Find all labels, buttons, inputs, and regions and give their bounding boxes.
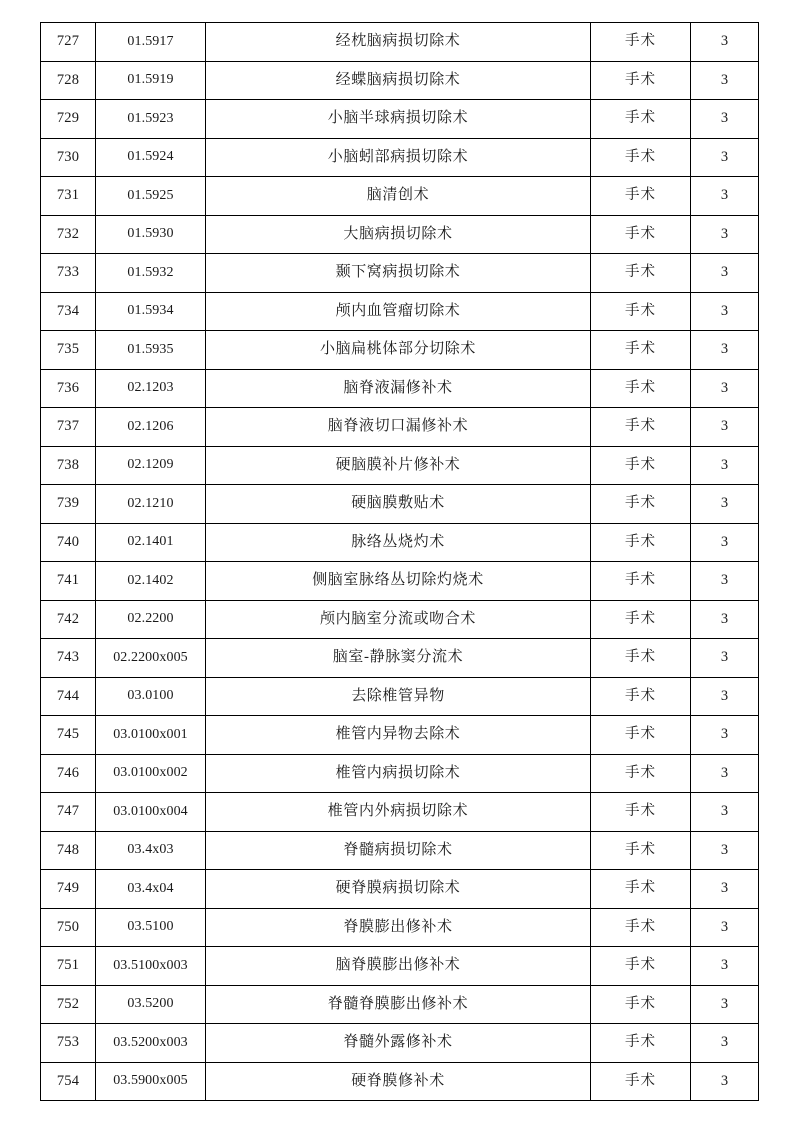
table-row bbox=[41, 292, 759, 331]
table-row bbox=[41, 639, 759, 678]
table-row bbox=[41, 754, 759, 793]
table-row bbox=[41, 254, 759, 293]
cell-procedure-name: 经枕脑病损切除术 bbox=[206, 23, 591, 62]
table-row bbox=[41, 793, 759, 832]
cell-procedure-level: 3 bbox=[691, 254, 759, 293]
cell-procedure-code: 01.5924 bbox=[96, 138, 206, 177]
cell-procedure-level: 3 bbox=[691, 138, 759, 177]
cell-procedure-code: 03.0100x002 bbox=[96, 754, 206, 793]
cell-procedure-level: 3 bbox=[691, 177, 759, 216]
procedure-catalog-table bbox=[40, 22, 759, 1101]
cell-sequence-number: 752 bbox=[41, 985, 96, 1024]
cell-sequence-number: 728 bbox=[41, 61, 96, 100]
table-row bbox=[41, 523, 759, 562]
cell-procedure-name: 椎管内病损切除术 bbox=[206, 754, 591, 793]
cell-procedure-level: 3 bbox=[691, 677, 759, 716]
cell-procedure-level: 3 bbox=[691, 870, 759, 909]
cell-procedure-type: 手术 bbox=[591, 138, 691, 177]
cell-sequence-number: 748 bbox=[41, 831, 96, 870]
cell-procedure-code: 01.5919 bbox=[96, 61, 206, 100]
cell-sequence-number: 753 bbox=[41, 1024, 96, 1063]
table-row bbox=[41, 831, 759, 870]
cell-procedure-name: 脑脊膜膨出修补术 bbox=[206, 947, 591, 986]
cell-procedure-level: 3 bbox=[691, 446, 759, 485]
cell-procedure-code: 01.5934 bbox=[96, 292, 206, 331]
cell-procedure-code: 03.0100x001 bbox=[96, 716, 206, 755]
cell-procedure-level: 3 bbox=[691, 61, 759, 100]
cell-procedure-name: 颅内血管瘤切除术 bbox=[206, 292, 591, 331]
cell-sequence-number: 729 bbox=[41, 100, 96, 139]
cell-procedure-type: 手术 bbox=[591, 254, 691, 293]
cell-procedure-name: 硬脑膜补片修补术 bbox=[206, 446, 591, 485]
cell-procedure-name: 脑脊液切口漏修补术 bbox=[206, 408, 591, 447]
cell-sequence-number: 749 bbox=[41, 870, 96, 909]
cell-procedure-name: 硬脑膜敷贴术 bbox=[206, 485, 591, 524]
table-row bbox=[41, 408, 759, 447]
cell-procedure-level: 3 bbox=[691, 1062, 759, 1101]
table-row bbox=[41, 177, 759, 216]
cell-procedure-type: 手术 bbox=[591, 947, 691, 986]
cell-procedure-level: 3 bbox=[691, 600, 759, 639]
cell-procedure-name: 去除椎管异物 bbox=[206, 677, 591, 716]
cell-procedure-name: 脊髓病损切除术 bbox=[206, 831, 591, 870]
cell-procedure-type: 手术 bbox=[591, 908, 691, 947]
cell-procedure-level: 3 bbox=[691, 485, 759, 524]
cell-procedure-code: 01.5923 bbox=[96, 100, 206, 139]
cell-sequence-number: 732 bbox=[41, 215, 96, 254]
cell-procedure-type: 手术 bbox=[591, 331, 691, 370]
table-row bbox=[41, 562, 759, 601]
cell-sequence-number: 735 bbox=[41, 331, 96, 370]
cell-sequence-number: 738 bbox=[41, 446, 96, 485]
cell-procedure-name: 椎管内外病损切除术 bbox=[206, 793, 591, 832]
cell-sequence-number: 747 bbox=[41, 793, 96, 832]
cell-procedure-type: 手术 bbox=[591, 408, 691, 447]
cell-procedure-level: 3 bbox=[691, 985, 759, 1024]
table-row bbox=[41, 331, 759, 370]
cell-procedure-code: 02.1210 bbox=[96, 485, 206, 524]
cell-procedure-name: 颞下窝病损切除术 bbox=[206, 254, 591, 293]
cell-procedure-level: 3 bbox=[691, 100, 759, 139]
cell-sequence-number: 736 bbox=[41, 369, 96, 408]
cell-procedure-type: 手术 bbox=[591, 100, 691, 139]
cell-procedure-type: 手术 bbox=[591, 369, 691, 408]
table-row bbox=[41, 485, 759, 524]
cell-procedure-code: 02.1401 bbox=[96, 523, 206, 562]
cell-procedure-code: 01.5935 bbox=[96, 331, 206, 370]
cell-procedure-type: 手术 bbox=[591, 1062, 691, 1101]
table-row bbox=[41, 100, 759, 139]
cell-procedure-level: 3 bbox=[691, 562, 759, 601]
cell-sequence-number: 745 bbox=[41, 716, 96, 755]
table-row bbox=[41, 1062, 759, 1101]
cell-procedure-type: 手术 bbox=[591, 215, 691, 254]
cell-procedure-level: 3 bbox=[691, 215, 759, 254]
cell-sequence-number: 754 bbox=[41, 1062, 96, 1101]
table-row bbox=[41, 1024, 759, 1063]
cell-sequence-number: 737 bbox=[41, 408, 96, 447]
cell-sequence-number: 750 bbox=[41, 908, 96, 947]
cell-sequence-number: 743 bbox=[41, 639, 96, 678]
cell-procedure-code: 02.1203 bbox=[96, 369, 206, 408]
cell-procedure-type: 手术 bbox=[591, 23, 691, 62]
cell-procedure-type: 手术 bbox=[591, 446, 691, 485]
table-row bbox=[41, 61, 759, 100]
cell-sequence-number: 734 bbox=[41, 292, 96, 331]
cell-procedure-type: 手术 bbox=[591, 716, 691, 755]
cell-procedure-code: 01.5925 bbox=[96, 177, 206, 216]
cell-procedure-code: 03.5100 bbox=[96, 908, 206, 947]
cell-procedure-type: 手术 bbox=[591, 523, 691, 562]
cell-procedure-name: 椎管内异物去除术 bbox=[206, 716, 591, 755]
cell-procedure-name: 经蝶脑病损切除术 bbox=[206, 61, 591, 100]
cell-procedure-type: 手术 bbox=[591, 793, 691, 832]
cell-procedure-type: 手术 bbox=[591, 870, 691, 909]
cell-procedure-level: 3 bbox=[691, 369, 759, 408]
cell-sequence-number: 742 bbox=[41, 600, 96, 639]
cell-procedure-name: 小脑半球病损切除术 bbox=[206, 100, 591, 139]
cell-procedure-code: 02.1402 bbox=[96, 562, 206, 601]
table-row bbox=[41, 870, 759, 909]
cell-procedure-type: 手术 bbox=[591, 831, 691, 870]
cell-sequence-number: 744 bbox=[41, 677, 96, 716]
cell-procedure-code: 02.2200 bbox=[96, 600, 206, 639]
cell-sequence-number: 741 bbox=[41, 562, 96, 601]
cell-procedure-level: 3 bbox=[691, 947, 759, 986]
cell-procedure-code: 03.0100x004 bbox=[96, 793, 206, 832]
cell-procedure-code: 03.5900x005 bbox=[96, 1062, 206, 1101]
cell-procedure-code: 01.5917 bbox=[96, 23, 206, 62]
table-row bbox=[41, 215, 759, 254]
cell-procedure-code: 03.0100 bbox=[96, 677, 206, 716]
cell-sequence-number: 731 bbox=[41, 177, 96, 216]
cell-procedure-type: 手术 bbox=[591, 292, 691, 331]
cell-procedure-name: 脑脊液漏修补术 bbox=[206, 369, 591, 408]
cell-procedure-name: 脑室-静脉窦分流术 bbox=[206, 639, 591, 678]
table-row bbox=[41, 369, 759, 408]
cell-procedure-type: 手术 bbox=[591, 639, 691, 678]
cell-procedure-code: 03.5200x003 bbox=[96, 1024, 206, 1063]
table-body bbox=[41, 23, 759, 1101]
cell-procedure-type: 手术 bbox=[591, 985, 691, 1024]
table-row bbox=[41, 716, 759, 755]
cell-sequence-number: 751 bbox=[41, 947, 96, 986]
cell-procedure-level: 3 bbox=[691, 639, 759, 678]
cell-procedure-code: 01.5930 bbox=[96, 215, 206, 254]
cell-procedure-name: 脉络丛烧灼术 bbox=[206, 523, 591, 562]
cell-procedure-type: 手术 bbox=[591, 754, 691, 793]
cell-procedure-code: 02.1206 bbox=[96, 408, 206, 447]
table-row bbox=[41, 138, 759, 177]
cell-sequence-number: 746 bbox=[41, 754, 96, 793]
cell-procedure-name: 小脑蚓部病损切除术 bbox=[206, 138, 591, 177]
cell-procedure-name: 颅内脑室分流或吻合术 bbox=[206, 600, 591, 639]
cell-procedure-code: 03.4x04 bbox=[96, 870, 206, 909]
cell-procedure-level: 3 bbox=[691, 408, 759, 447]
cell-procedure-name: 脊膜膨出修补术 bbox=[206, 908, 591, 947]
cell-procedure-level: 3 bbox=[691, 754, 759, 793]
cell-procedure-name: 侧脑室脉络丛切除灼烧术 bbox=[206, 562, 591, 601]
cell-procedure-code: 02.2200x005 bbox=[96, 639, 206, 678]
cell-sequence-number: 739 bbox=[41, 485, 96, 524]
cell-procedure-type: 手术 bbox=[591, 177, 691, 216]
table-row bbox=[41, 947, 759, 986]
table-row bbox=[41, 908, 759, 947]
cell-procedure-code: 03.5200 bbox=[96, 985, 206, 1024]
cell-procedure-code: 03.4x03 bbox=[96, 831, 206, 870]
cell-sequence-number: 727 bbox=[41, 23, 96, 62]
cell-procedure-name: 脊髓脊膜膨出修补术 bbox=[206, 985, 591, 1024]
cell-procedure-name: 硬脊膜修补术 bbox=[206, 1062, 591, 1101]
cell-procedure-level: 3 bbox=[691, 23, 759, 62]
cell-procedure-code: 02.1209 bbox=[96, 446, 206, 485]
table-row bbox=[41, 23, 759, 62]
cell-procedure-code: 03.5100x003 bbox=[96, 947, 206, 986]
cell-procedure-name: 脊髓外露修补术 bbox=[206, 1024, 591, 1063]
cell-procedure-level: 3 bbox=[691, 1024, 759, 1063]
cell-sequence-number: 730 bbox=[41, 138, 96, 177]
cell-procedure-name: 脑清创术 bbox=[206, 177, 591, 216]
cell-procedure-level: 3 bbox=[691, 523, 759, 562]
cell-procedure-type: 手术 bbox=[591, 600, 691, 639]
cell-procedure-level: 3 bbox=[691, 908, 759, 947]
table-row bbox=[41, 985, 759, 1024]
cell-procedure-type: 手术 bbox=[591, 61, 691, 100]
cell-procedure-name: 大脑病损切除术 bbox=[206, 215, 591, 254]
cell-procedure-level: 3 bbox=[691, 292, 759, 331]
cell-sequence-number: 733 bbox=[41, 254, 96, 293]
cell-procedure-level: 3 bbox=[691, 716, 759, 755]
table-row bbox=[41, 677, 759, 716]
cell-procedure-name: 小脑扁桃体部分切除术 bbox=[206, 331, 591, 370]
cell-procedure-level: 3 bbox=[691, 831, 759, 870]
cell-procedure-type: 手术 bbox=[591, 677, 691, 716]
cell-procedure-name: 硬脊膜病损切除术 bbox=[206, 870, 591, 909]
cell-procedure-level: 3 bbox=[691, 793, 759, 832]
cell-procedure-type: 手术 bbox=[591, 485, 691, 524]
cell-procedure-code: 01.5932 bbox=[96, 254, 206, 293]
cell-procedure-type: 手术 bbox=[591, 562, 691, 601]
table-row bbox=[41, 446, 759, 485]
cell-procedure-level: 3 bbox=[691, 331, 759, 370]
cell-sequence-number: 740 bbox=[41, 523, 96, 562]
cell-procedure-type: 手术 bbox=[591, 1024, 691, 1063]
table-row bbox=[41, 600, 759, 639]
